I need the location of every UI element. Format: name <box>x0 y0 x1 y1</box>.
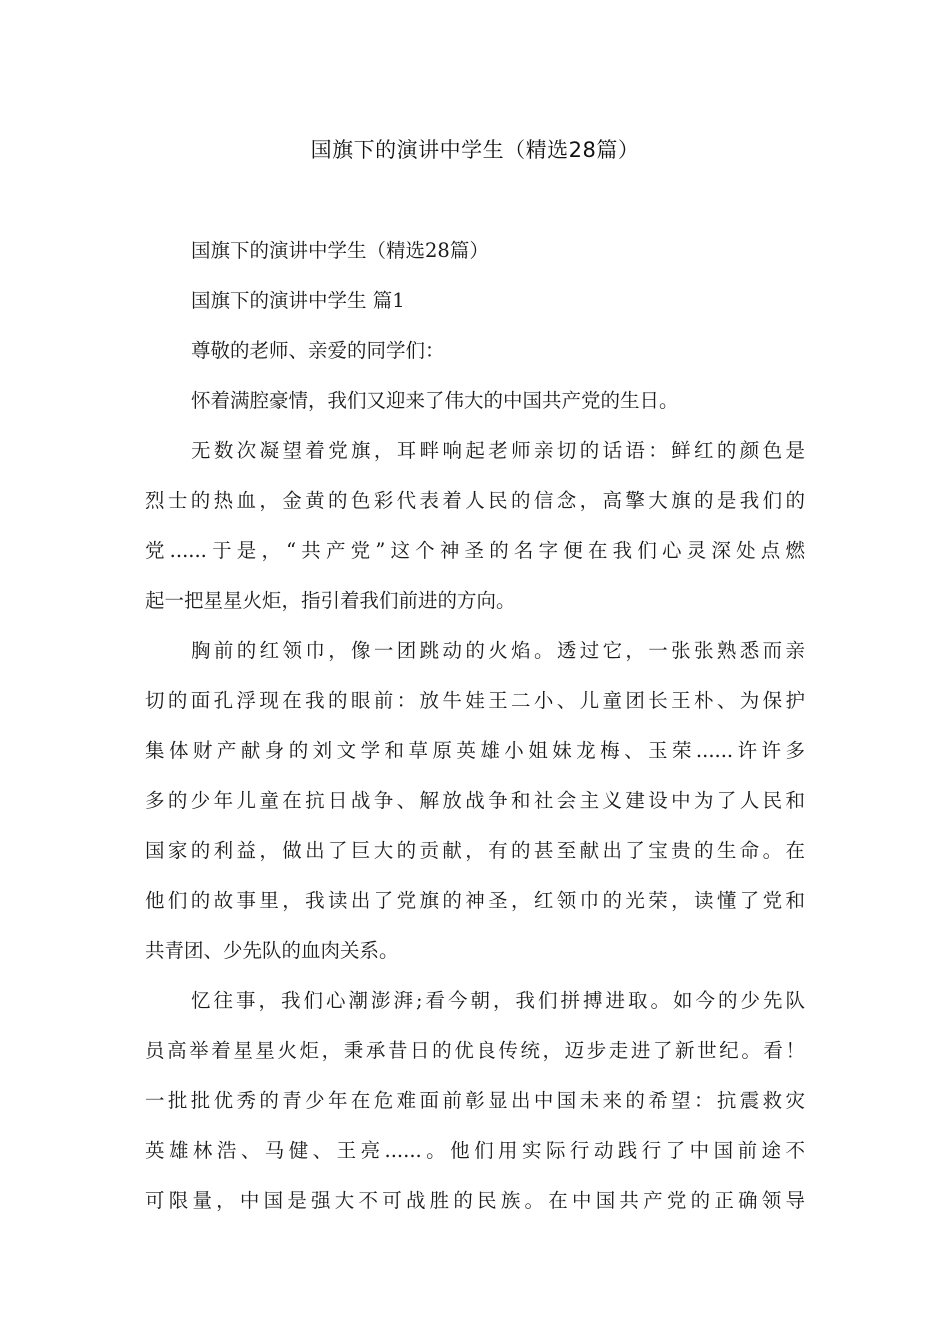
body-line: 国旗下的演讲中学生 篇1 <box>191 289 405 312</box>
document-title: 国旗下的演讲中学生（精选28篇） <box>310 138 640 162</box>
body-line: 可限量，中国是强大不可战胜的民族。在中国共产党的正确领导 <box>145 1189 805 1212</box>
body-line: 党......于是，“共产党”这个神圣的名字便在我们心灵深处点燃 <box>145 539 805 562</box>
body-line: 共青团、少先队的血肉关系。 <box>145 939 399 962</box>
body-line: 起一把星星火炬，指引着我们前进的方向。 <box>145 589 516 612</box>
body-line: 国家的利益，做出了巨大的贡献，有的甚至献出了宝贵的生命。在 <box>145 839 805 862</box>
body-line: 一批批优秀的青少年在危难面前彰显出中国未来的希望：抗震救灾 <box>145 1089 805 1112</box>
body-line: 无数次凝望着党旗，耳畔响起老师亲切的话语：鲜红的颜色是 <box>191 439 805 462</box>
body-line: 国旗下的演讲中学生（精选28篇） <box>191 239 489 262</box>
body-line: 英雄林浩、马健、王亮......。他们用实际行动践行了中国前途不 <box>145 1139 805 1162</box>
body-line: 集体财产献身的刘文学和草原英雄小姐妹龙梅、玉荣......许许多 <box>145 739 805 762</box>
body-line: 他们的故事里，我读出了党旗的神圣，红领巾的光荣，读懂了党和 <box>145 889 805 912</box>
body-line: 多的少年儿童在抗日战争、解放战争和社会主义建设中为了人民和 <box>145 789 805 812</box>
body-line: 切的面孔浮现在我的眼前：放牛娃王二小、儿童团长王朴、为保护 <box>145 689 805 712</box>
body-line: 怀着满腔豪情，我们又迎来了伟大的中国共产党的生日。 <box>191 389 679 412</box>
body-line: 烈士的热血，金黄的色彩代表着人民的信念，高擎大旗的是我们的 <box>145 489 805 512</box>
document-body <box>145 230 805 1230</box>
body-line: 忆往事，我们心潮澎湃;看今朝，我们拼搏进取。如今的少先队 <box>191 989 805 1012</box>
body-line: 胸前的红领巾，像一团跳动的火焰。透过它，一张张熟悉而亲 <box>191 639 805 662</box>
body-line: 尊敬的老师、亲爱的同学们： <box>191 339 445 362</box>
body-line: 员高举着星星火炬，秉承昔日的优良传统，迈步走进了新世纪。看！ <box>145 1039 805 1062</box>
